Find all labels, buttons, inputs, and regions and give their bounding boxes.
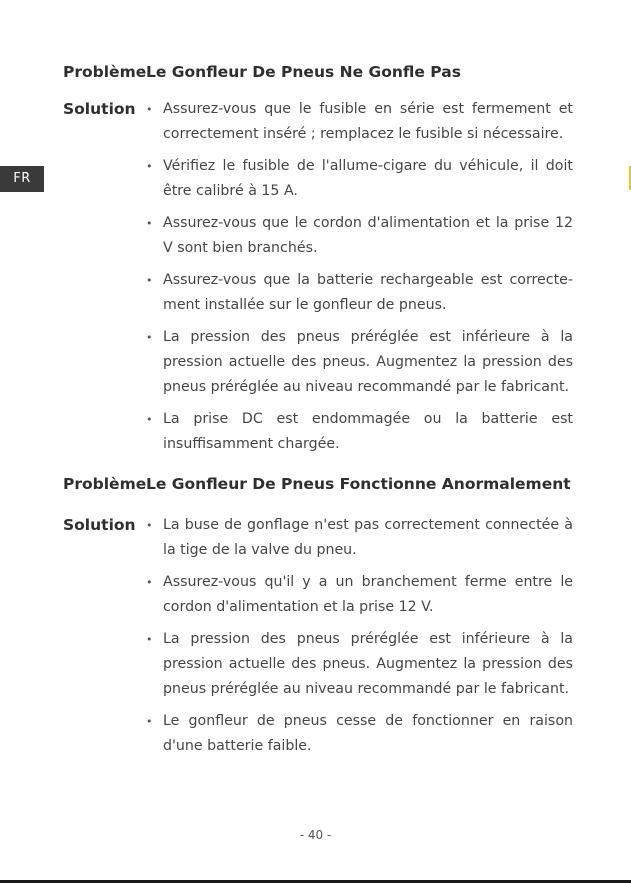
solution-label: Solution — [63, 100, 136, 118]
solution-item: • La pression des pneus préréglée est inférieure à la pression actuelle des pneus. Augmentez la pression des pneus préréglée au niveau recommandé par le fabricant. — [146, 627, 573, 702]
solution-item: • La pression des pneus préréglée est inférieure à la pression actuelle des pneus. Augmentez la pression des pneus préréglée au niveau recommandé par le fabricant. — [146, 325, 573, 400]
troubleshooting-section-1 — [63, 61, 573, 464]
problem-label: Problème — [63, 63, 147, 81]
solution-list — [146, 97, 573, 464]
language-tab: FR — [0, 166, 44, 192]
problem-title: Le Gonfleur De Pneus Ne Gonfle Pas — [146, 63, 461, 81]
solution-item: • Assurez-vous qu'il y a un branchement ferme entre le cordon d'alimentation et la prise 12 V. — [146, 570, 573, 620]
solution-list — [146, 513, 573, 766]
troubleshooting-section-2 — [63, 473, 573, 766]
solution-label: Solution — [63, 516, 136, 534]
solution-item: • Vérifiez le fusible de l'allume-cigare du véhicule, il doit être calibré à 15 A. — [146, 154, 573, 204]
page-number: - 40 - — [299, 828, 332, 842]
solution-item: • La prise DC est endommagée ou la batterie est insuffisamment chargée. — [146, 407, 573, 457]
problem-row — [63, 61, 573, 83]
problem-title: Le Gonfleur De Pneus Fonctionne Anormalement — [146, 475, 571, 493]
solution-item: • Assurez-vous que le fusible en série est fermement et correctement inséré ; remplacez le fusible si nécessaire. — [146, 97, 573, 147]
problem-row — [63, 473, 573, 495]
solution-item: • Le gonfleur de pneus cesse de fonctionner en raison d'une batterie faible. — [146, 709, 573, 759]
solution-item: • Assurez-vous que la batterie rechargeable est correcte- ment installée sur le gonfleur de pneus. — [146, 268, 573, 318]
solution-item: • Assurez-vous que le cordon d'alimentation et la prise 12 V sont bien branchés. — [146, 211, 573, 261]
solution-row — [63, 97, 573, 464]
solution-row — [63, 513, 573, 766]
solution-item: • La buse de gonflage n'est pas correctement connectée à la tige de la valve du pneu. — [146, 513, 573, 563]
problem-label: Problème — [63, 475, 147, 493]
